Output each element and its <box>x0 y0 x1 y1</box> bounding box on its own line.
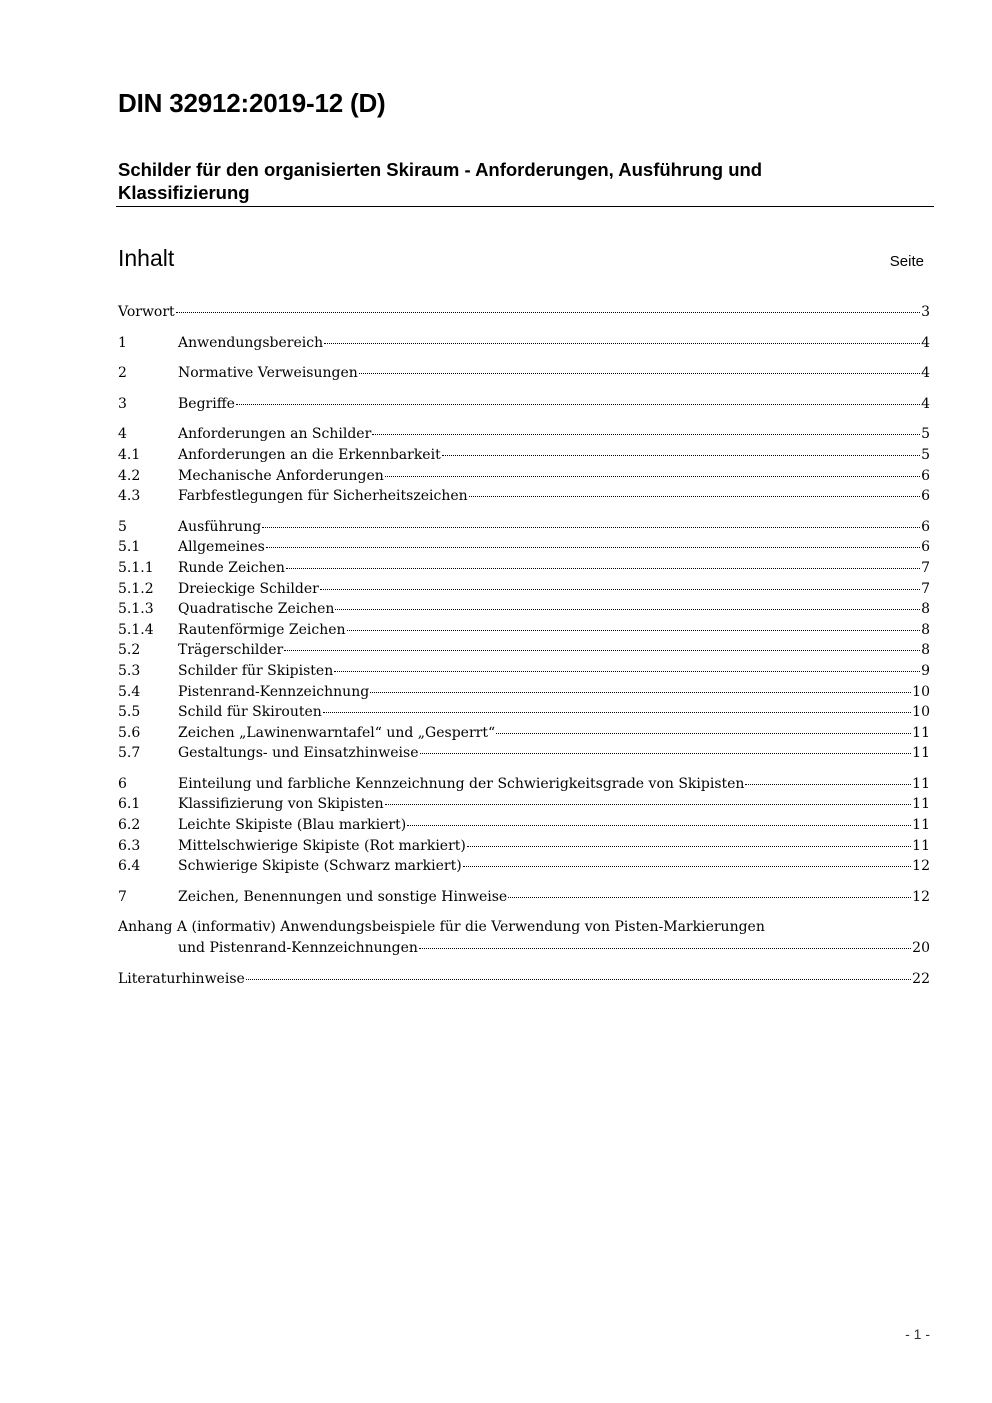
toc-dot-leader <box>262 527 920 528</box>
toc-entry-page: 4 <box>921 365 930 382</box>
toc-group <box>118 517 930 764</box>
toc-entry-label: Mechanische Anforderungen <box>178 467 384 484</box>
toc-entry-label: Zeichen, Benennungen und sonstige Hinweise <box>178 888 508 905</box>
toc-entry-page: 10 <box>912 683 930 700</box>
toc-entry-page: 5 <box>921 426 930 443</box>
toc-entry-page: 11 <box>912 745 930 762</box>
toc-dot-leader <box>320 589 920 590</box>
toc-dot-leader <box>419 948 911 949</box>
toc-group <box>118 424 930 506</box>
toc-entry-number: 5.1.2 <box>118 580 154 597</box>
toc-entry-number: 5.3 <box>118 662 141 679</box>
toc-entry-number: 5.1.1 <box>118 559 154 576</box>
toc-dot-leader <box>420 753 912 754</box>
toc-entry-label: Runde Zeichen <box>178 559 285 576</box>
toc-entry-label: Schild für Skirouten <box>178 704 322 721</box>
toc-entry-page: 8 <box>921 621 930 638</box>
toc-entry[interactable] <box>118 537 930 558</box>
toc-entry-page: 7 <box>921 580 930 597</box>
toc-dot-leader <box>176 312 920 313</box>
toc-entry-number: 1 <box>118 334 127 351</box>
toc-dot-leader <box>745 784 911 785</box>
toc-dot-leader <box>508 897 911 898</box>
toc-entry-number: 5.4 <box>118 683 141 700</box>
toc-entry-number: 6.1 <box>118 796 141 813</box>
toc-entry-page: 22 <box>912 970 930 987</box>
toc-dot-leader <box>385 476 920 477</box>
toc-entry-page: 11 <box>912 796 930 813</box>
toc-entry-label: Mittelschwierige Skipiste (Rot markiert) <box>178 837 466 854</box>
toc-entry-page: 4 <box>921 334 930 351</box>
toc-entry-label: Farbfestlegungen für Sicherheitszeichen <box>178 488 468 505</box>
toc-entry-number: 4 <box>118 426 127 443</box>
toc-entry-label: und Pistenrand-Kennzeichnungen <box>178 940 418 957</box>
toc-entry-label: Leichte Skipiste (Blau markiert) <box>178 817 407 834</box>
toc-entry[interactable] <box>118 579 930 600</box>
toc-dot-leader <box>236 404 920 405</box>
toc-entry-page: 6 <box>921 467 930 484</box>
toc-entry[interactable] <box>118 599 930 620</box>
toc-dot-leader <box>284 650 920 651</box>
toc-heading: Inhalt <box>118 245 175 271</box>
toc-group <box>118 887 930 908</box>
toc-entry[interactable] <box>118 640 930 661</box>
toc-entry-label: Vorwort <box>118 304 175 320</box>
toc-entry[interactable] <box>118 661 930 682</box>
toc-entry[interactable] <box>118 394 930 415</box>
toc-entry-page: 6 <box>921 539 930 556</box>
toc-entry[interactable] <box>118 743 930 764</box>
toc-dot-leader <box>469 496 920 497</box>
toc-entry-page: 7 <box>921 559 930 576</box>
toc-entry-label: Schwierige Skipiste (Schwarz markiert) <box>178 858 462 875</box>
document-id: DIN 32912:2019-12 (D) <box>118 88 386 118</box>
toc-entry[interactable] <box>118 887 930 908</box>
toc-entry-label: Ausführung <box>178 518 262 535</box>
toc-entry-number: 6.3 <box>118 837 141 854</box>
toc-group <box>118 302 930 323</box>
toc-entry[interactable] <box>118 424 930 445</box>
toc-entry-page: 8 <box>921 601 930 618</box>
toc-entry-number: 5.1 <box>118 539 141 556</box>
toc-entry-page: 12 <box>912 888 930 905</box>
toc-entry-number: 5.1.4 <box>118 621 154 638</box>
toc-entry-number: 5.1.3 <box>118 601 154 618</box>
toc-dot-leader <box>463 866 911 867</box>
toc-entry[interactable] <box>118 558 930 579</box>
toc-entry-number: 6.4 <box>118 858 141 875</box>
toc-entry-page: 9 <box>921 662 930 679</box>
toc-entry[interactable] <box>118 445 930 466</box>
toc-dot-leader <box>385 804 912 805</box>
toc-entry-label: Klassifizierung von Skipisten <box>178 796 384 813</box>
toc-entry-page: 12 <box>912 858 930 875</box>
toc-entry-label: Anforderungen an Schilder <box>178 426 372 443</box>
toc-entry-page: 6 <box>921 488 930 505</box>
toc-entry-number: 5 <box>118 518 127 535</box>
toc-entry-label: Trägerschilder <box>178 642 284 659</box>
toc-entry-page: 4 <box>921 395 930 412</box>
toc-entry-page: 3 <box>921 304 930 320</box>
toc-entry[interactable] <box>118 856 930 877</box>
toc-entry-number: 5.7 <box>118 745 141 762</box>
toc-entry[interactable] <box>118 620 930 641</box>
toc-entry-label: Schilder für Skipisten <box>178 662 334 679</box>
toc-entry-page: 11 <box>912 724 930 741</box>
toc-dot-leader <box>324 343 920 344</box>
toc-dot-leader <box>335 609 920 610</box>
toc-entry-label: Anwendungsbereich <box>178 334 324 351</box>
toc-entry[interactable] <box>118 774 930 795</box>
toc-dot-leader <box>370 692 911 693</box>
toc-entry[interactable] <box>118 836 930 857</box>
toc-entry-page: 8 <box>921 642 930 659</box>
toc-group <box>118 333 930 354</box>
toc-entry-label: Gestaltungs- und Einsatzhinweise <box>178 745 419 762</box>
toc-dot-leader <box>323 712 911 713</box>
toc-entry[interactable] <box>118 333 930 354</box>
toc-entry-page: 11 <box>912 837 930 854</box>
toc-dot-leader <box>359 373 920 374</box>
toc-entry-number: 6 <box>118 775 127 792</box>
toc-entry-page: 6 <box>921 518 930 535</box>
toc-entry-number: 7 <box>118 888 127 905</box>
toc-entry-label: Pistenrand-Kennzeichnung <box>178 683 370 700</box>
toc-entry-page: 20 <box>912 940 930 957</box>
toc-dot-leader <box>407 825 911 826</box>
table-of-contents <box>118 302 930 999</box>
toc-entry-label: Begriffe <box>178 395 235 412</box>
toc-entry-number: 5.2 <box>118 642 141 659</box>
toc-entry[interactable] <box>118 302 930 323</box>
toc-group-bibliography <box>118 969 930 990</box>
toc-dot-leader <box>286 568 920 569</box>
page-column-heading: Seite <box>889 253 924 270</box>
toc-entry-page: 11 <box>912 775 930 792</box>
toc-entry[interactable] <box>118 486 930 507</box>
toc-entry[interactable] <box>118 815 930 836</box>
toc-dot-leader <box>334 671 920 672</box>
title-divider <box>116 206 934 207</box>
toc-entry-number: 2 <box>118 365 127 382</box>
toc-entry[interactable] <box>118 517 930 538</box>
toc-dot-leader <box>347 630 921 631</box>
toc-entry-number: 6.2 <box>118 817 141 834</box>
toc-group <box>118 363 930 384</box>
toc-dot-leader <box>442 455 920 456</box>
toc-entry[interactable] <box>118 723 930 744</box>
toc-entry[interactable] <box>118 702 930 723</box>
toc-entry-number: 4.3 <box>118 488 141 505</box>
toc-entry-bibliography[interactable] <box>118 969 930 990</box>
toc-entry-number: 4.2 <box>118 467 141 484</box>
toc-entry-number: 3 <box>118 395 127 412</box>
toc-entry[interactable] <box>118 363 930 384</box>
toc-group-annex <box>118 917 930 958</box>
toc-dot-leader <box>467 846 911 847</box>
toc-entry-label: Rautenförmige Zeichen <box>178 621 346 638</box>
toc-entry-page: 5 <box>921 446 930 463</box>
toc-dot-leader <box>266 547 920 548</box>
toc-entry-label: Einteilung und farbliche Kennzeichnung der Schwierigkeitsgrade von Skipisten <box>178 775 745 792</box>
toc-group <box>118 394 930 415</box>
toc-group <box>118 774 930 877</box>
document-title: Schilder für den organisierten Skiraum - Anforderungen, Ausführung und Klassifizierung <box>118 159 763 203</box>
page-number: - 1 - <box>905 1326 930 1342</box>
toc-entry-label: Allgemeines <box>178 539 265 556</box>
toc-entry[interactable] <box>118 466 930 487</box>
toc-dot-leader <box>246 979 911 980</box>
toc-entry-number: 4.1 <box>118 446 141 463</box>
toc-entry-page: 10 <box>912 704 930 721</box>
toc-entry-label: Literaturhinweise <box>118 970 245 987</box>
toc-dot-leader <box>496 733 911 734</box>
toc-entry-number: 5.6 <box>118 724 141 741</box>
toc-annex-line1[interactable]: Anhang A (informativ) Anwendungsbeispiele für die Verwendung von Pisten-Markierungen <box>118 919 765 936</box>
toc-entry-label: Dreieckige Schilder <box>178 580 319 597</box>
toc-entry-label: Quadratische Zeichen <box>178 601 335 618</box>
toc-entry-label: Normative Verweisungen <box>178 365 358 382</box>
toc-entry-label: Zeichen „Lawinenwarntafel“ und „Gesperrt“ <box>178 724 496 741</box>
toc-entry[interactable] <box>118 794 930 815</box>
toc-entry-label: Anforderungen an die Erkennbarkeit <box>178 446 441 463</box>
toc-entry-number: 5.5 <box>118 704 141 721</box>
toc-annex-line2[interactable] <box>118 938 930 959</box>
toc-dot-leader <box>372 434 920 435</box>
toc-entry[interactable] <box>118 682 930 703</box>
toc-entry-page: 11 <box>912 817 930 834</box>
